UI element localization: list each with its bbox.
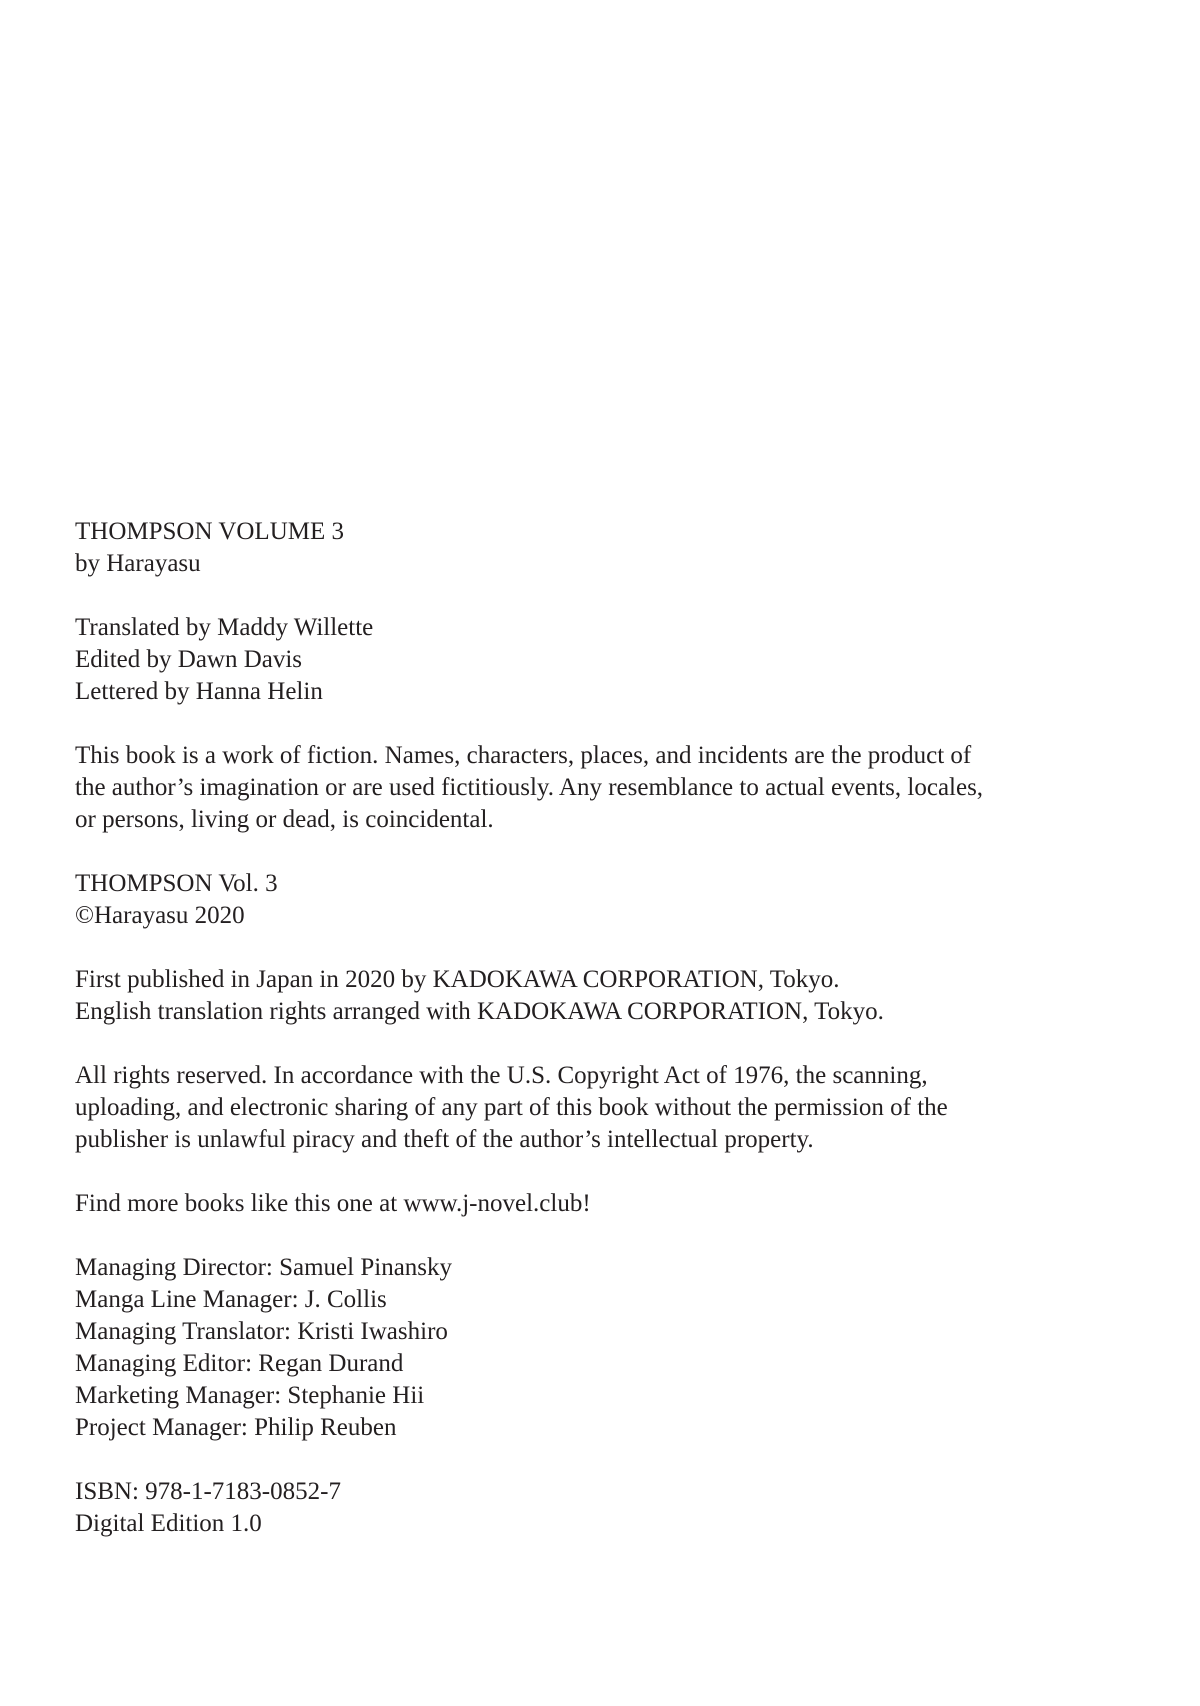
author-line: by Harayasu [75,550,201,577]
edition-info [75,1476,1135,1540]
book-title: THOMPSON VOLUME 3 [75,518,345,545]
rights-notice [75,1060,1135,1156]
website-notice [75,1188,1135,1220]
staff-managing-editor: Managing Editor: Regan Durand [75,1350,404,1377]
fiction-notice-line: the author’s imagination or are used fictitiously. Any resemblance to actual events, locales, [75,774,984,801]
translator-credit: Translated by Maddy Willette [75,614,374,641]
editor-credit: Edited by Dawn Davis [75,646,303,673]
staff-managing-translator: Managing Translator: Kristi Iwashiro [75,1318,448,1345]
staff-list [75,1252,1135,1444]
fiction-notice-line: or persons, living or dead, is coincidental. [75,806,494,833]
series-volume: THOMPSON Vol. 3 [75,870,278,897]
copyright-text-block [75,516,1135,1540]
credits-block [75,612,1135,708]
edition-line: Digital Edition 1.0 [75,1510,262,1537]
staff-manga-line-manager: Manga Line Manager: J. Collis [75,1286,387,1313]
first-published-line: First published in Japan in 2020 by KADOKAWA CORPORATION, Tokyo. [75,966,840,993]
copyright-line: ©Harayasu 2020 [75,902,245,929]
copyright-notice [75,868,1135,932]
fiction-notice [75,740,1135,836]
rights-notice-line: All rights reserved. In accordance with the U.S. Copyright Act of 1976, the scanning, [75,1062,928,1089]
translation-rights-line: English translation rights arranged with KADOKAWA CORPORATION, Tokyo. [75,998,884,1025]
rights-notice-line: publisher is unlawful piracy and theft of the author’s intellectual property. [75,1126,814,1153]
rights-notice-line: uploading, and electronic sharing of any part of this book without the permission of the [75,1094,948,1121]
website-line: Find more books like this one at www.j-novel.club! [75,1190,591,1217]
title-block [75,516,1135,580]
isbn-line: ISBN: 978-1-7183-0852-7 [75,1478,341,1505]
letterer-credit: Lettered by Hanna Helin [75,678,323,705]
staff-project-manager: Project Manager: Philip Reuben [75,1414,397,1441]
publication-info [75,964,1135,1028]
staff-marketing-manager: Marketing Manager: Stephanie Hii [75,1382,425,1409]
staff-managing-director: Managing Director: Samuel Pinansky [75,1254,453,1281]
fiction-notice-line: This book is a work of fiction. Names, characters, places, and incidents are the product of [75,742,972,769]
